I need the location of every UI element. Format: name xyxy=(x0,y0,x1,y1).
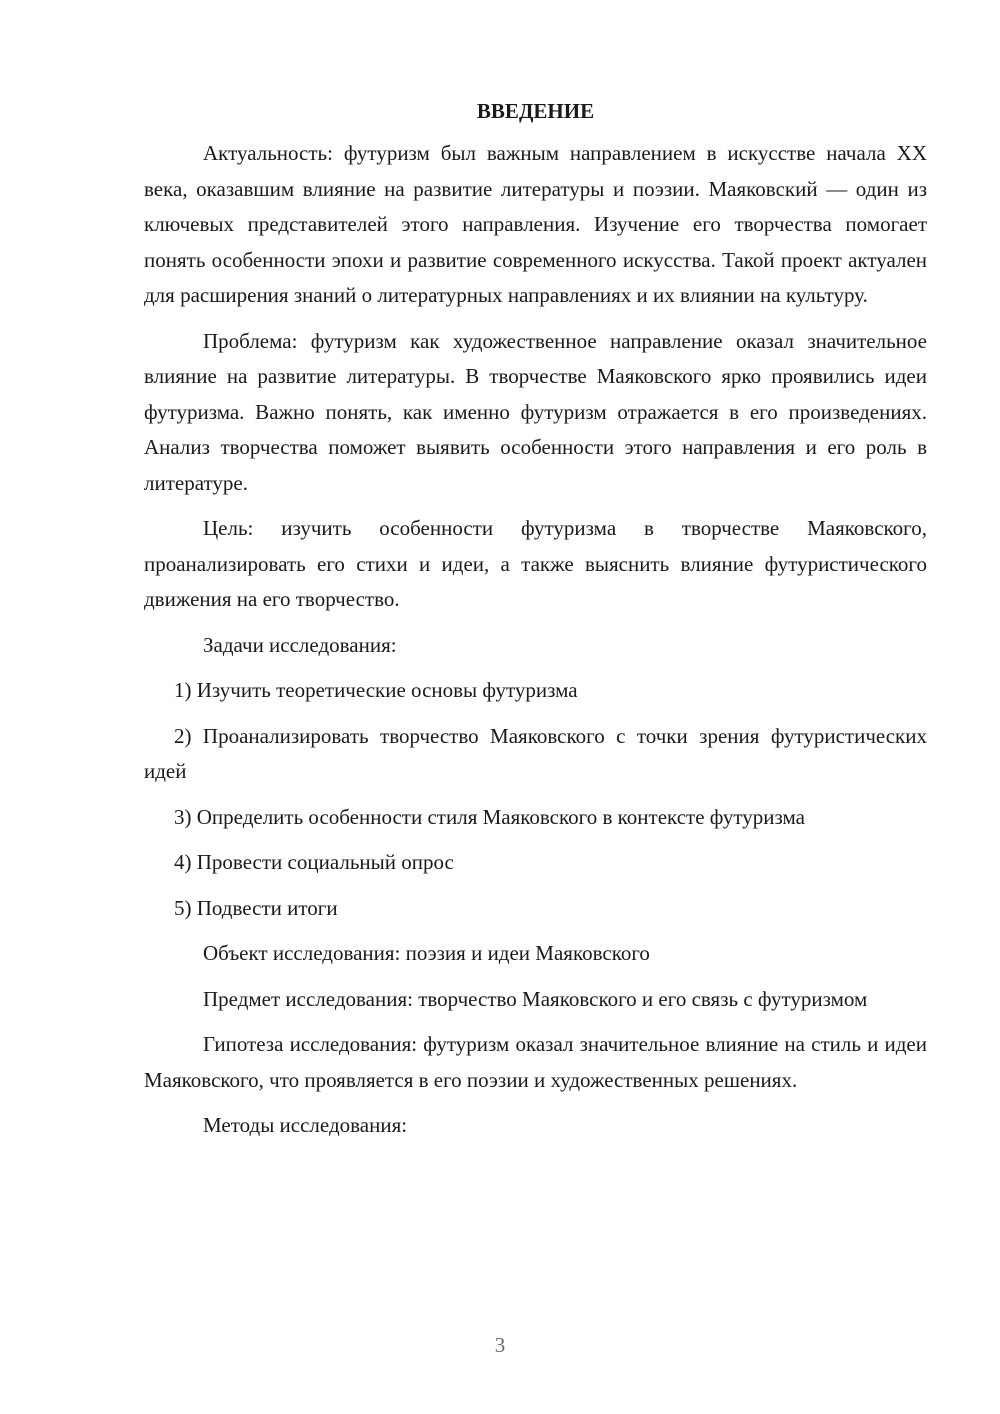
paragraph-subject: Предмет исследования: творчество Маяковского и его связь с футуризмом xyxy=(203,986,868,1011)
paragraph-problem: Проблема: футуризм как художественное направление оказал значительное влияние на развитие литературы. В творчестве Маяковского ярко проявились идеи футуризма. Важно понять, как именно футуризм отражается в его произведениях. Анализ творчества поможет выявить особенности этого направления и его роль в литературе. xyxy=(144,328,927,495)
section-title: ВВЕДЕНИЕ xyxy=(476,99,595,123)
task-item: 5) Подвести итоги xyxy=(174,895,338,920)
page-content xyxy=(144,96,927,1154)
paragraph-object: Объект исследования: поэзия и идеи Маяковского xyxy=(203,941,650,965)
paragraph-tasks-heading: Задачи исследования: xyxy=(203,632,397,657)
task-item: 1) Изучить теоретические основы футуризма xyxy=(174,678,578,702)
task-item: 4) Провести социальный опрос xyxy=(174,850,454,874)
paragraph-goal: Цель: изучить особенности футуризма в творчестве Маяковского, проанализировать его стихи и идеи, а также выяснить влияние футуристического движения на его творчество. xyxy=(144,516,927,611)
page-number: 3 xyxy=(494,1333,506,1357)
task-item: 2) Проанализировать творчество Маяковского с точки зрения футуристических идей xyxy=(144,723,927,783)
paragraph-methods: Методы исследования: xyxy=(203,1113,408,1137)
task-item: 3) Определить особенности стиля Маяковского в контексте футуризма xyxy=(174,804,805,829)
paragraph-relevance: Актуальность: футуризм был важным направлением в искусстве начала XX века, оказавшим влияние на развитие литературы и поэзии. Маяковский — один из ключевых представителей этого направления. Изучение его творчества помогает понять особенности эпохи и развитие современного искусства. Такой проект актуален для расширения знаний о литературных направлениях и их влиянии на культуру. xyxy=(144,141,927,307)
paragraph-hypothesis: Гипотеза исследования: футуризм оказал значительное влияние на стиль и идеи Маяковского, что проявляется в его поэзии и художественных решениях. xyxy=(144,1032,927,1092)
